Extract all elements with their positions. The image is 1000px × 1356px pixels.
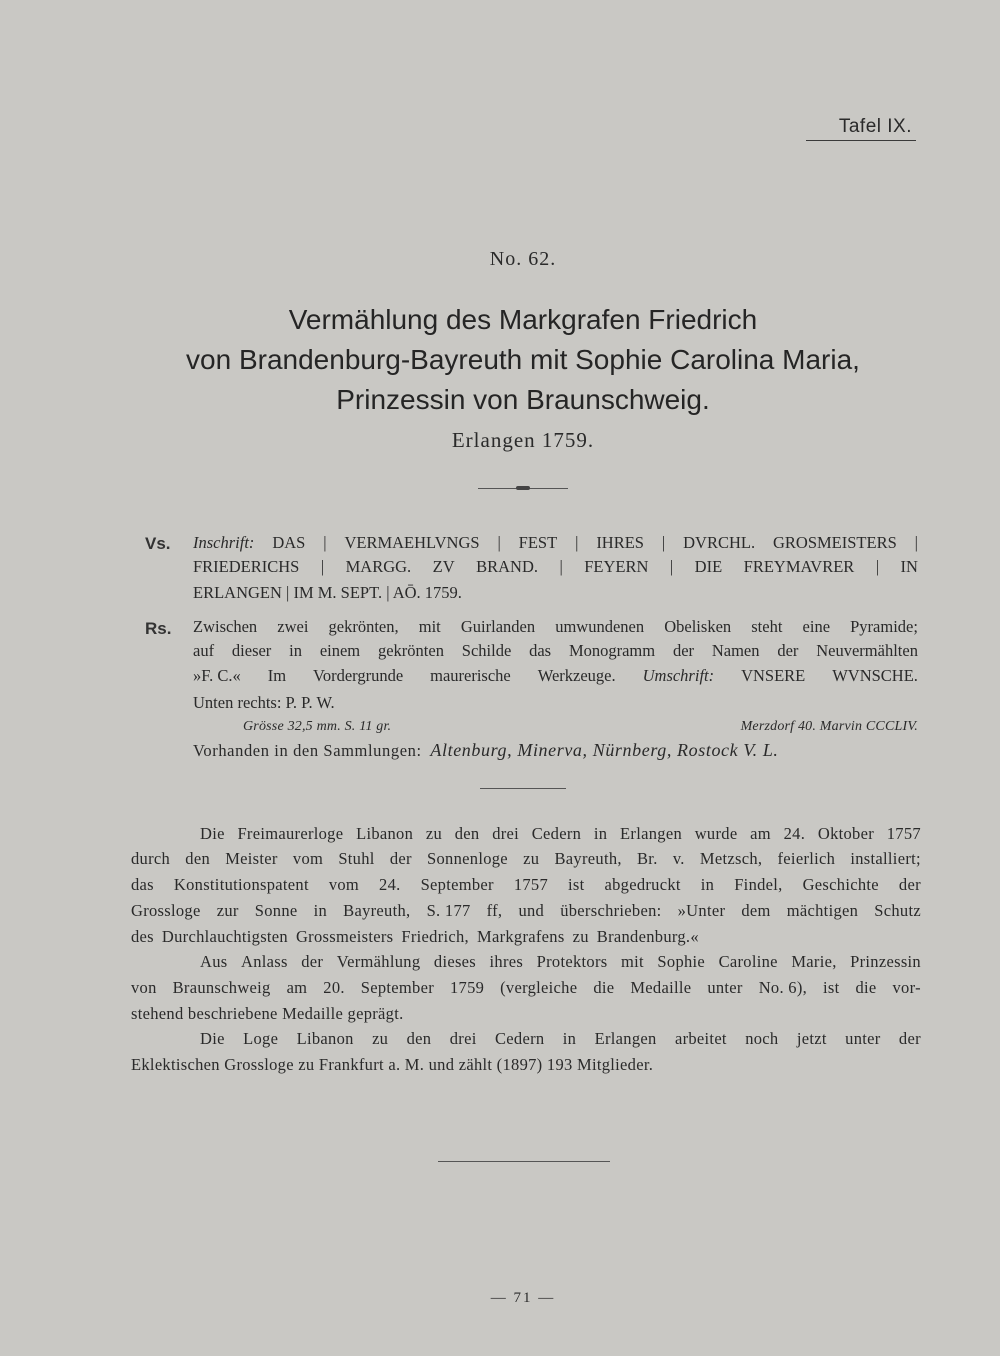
word: GROSMEISTERS [772,533,897,552]
word: Sonne [254,901,298,920]
word: am [750,824,771,843]
word: Meister [225,849,278,868]
word: zu [372,1029,389,1048]
word: arbeitet [674,1029,727,1048]
word: der [389,849,412,868]
word: Inschrift: [193,533,255,552]
word: Metzsch, [699,849,763,868]
word: unter [707,978,743,997]
word: einem [319,641,361,660]
commentary-line [131,978,921,998]
word: Marie, [791,952,837,971]
commentary-line [131,927,921,947]
word: Guirlanden [460,617,536,636]
word: Markgrafens [476,927,565,946]
word: Sophie [657,952,706,971]
word: Im [267,666,287,685]
word: 24. [379,875,401,894]
word: überschrieben: [560,901,662,920]
word: mit [621,952,644,971]
word: | [323,533,327,552]
word: die [855,978,877,997]
word: den [185,849,210,868]
section-rule [480,788,566,789]
word: Eklektischen Grossloge zu Frankfurt a. M. und zählt (1897) 193 Mitglieder. [131,1055,654,1074]
word: zu [425,824,443,843]
word: das [131,875,154,894]
word: Protektors [536,952,608,971]
word: mächtigen [786,901,859,920]
word: | [661,533,666,552]
collections-prefix: Vorhanden in den Sammlungen: [193,741,422,760]
word: | [559,557,563,576]
obverse-line [193,583,918,603]
word: Cedern [494,1029,545,1048]
word: v. [672,849,685,868]
word: der [777,641,799,660]
word: ZV [432,557,455,576]
word: 1759 [449,978,485,997]
word: in [593,824,608,843]
reverse-line [193,693,918,713]
word: Werkzeuge. [537,666,616,685]
word: Vermählung [336,952,421,971]
plate-label: Tafel IX. [838,116,912,137]
word: Geschichte [802,875,879,894]
plate-underline [806,140,916,141]
obverse-line [193,533,918,553]
collections [193,740,779,761]
word: und [518,901,545,920]
word: September [360,978,435,997]
page-number: — 71 — [490,1290,556,1306]
word: | [914,533,918,552]
commentary-line [200,952,921,972]
word: dieses [433,952,477,971]
word: | [320,557,325,576]
word: Sonnenloge [427,849,508,868]
title-line: von Brandenburg-Bayreuth mit Sophie Carolina Maria, [186,344,860,375]
word: den [406,1029,432,1048]
ornamental-rule [478,488,568,489]
word: vom [328,875,360,894]
word: WVNSCHE. [832,666,918,685]
word: von [131,978,157,997]
word: DAS [272,533,306,552]
word: umwundenen [555,617,645,636]
word: Caroline [718,952,778,971]
word: steht [751,617,783,636]
word: Br. [637,849,658,868]
word: Prinzessin [850,952,921,971]
word: (vergleiche [500,978,578,997]
word: zur [216,901,239,920]
word: drei [449,1029,477,1048]
word: FEST [518,533,558,552]
word: feierlich [777,849,836,868]
word: »Unter [677,901,726,920]
word: | [669,557,674,576]
collections-list: Altenburg, Minerva, Nürnberg, Rostock V. L. [430,740,779,760]
word: dem [741,901,771,920]
word: Vordergrunde [313,666,404,685]
word: Erlangen [594,1029,657,1048]
word: BRAND. [476,557,538,576]
word: Brandenburg.« [596,927,699,946]
title-line: Prinzessin von Braunschweig. [336,384,710,415]
word: Obelisken [664,617,732,636]
place-year: Erlangen 1759. [451,428,595,452]
closing-rule [438,1161,610,1162]
commentary-line [131,1004,921,1024]
word: den [454,824,480,843]
word: DVRCHL. [683,533,756,552]
word: gekrönten [377,641,444,660]
word: Grossloge [131,901,201,920]
word: Braunschweig [172,978,271,997]
word: in [700,875,715,894]
word: eine [802,617,831,636]
word: 20. [323,978,345,997]
word: Grossmeisters [295,927,394,946]
word: Erlangen [620,824,683,843]
entry-number: No. 62. [489,248,557,270]
word: maurerische [430,666,511,685]
word: No. 6), [758,978,808,997]
word: auf [193,641,215,660]
word: | [575,533,579,552]
reverse-line [193,617,918,637]
word: VERMAEHLVNGS [344,533,480,552]
word: Umschrift: [642,666,715,685]
word: in [313,901,328,920]
word: FRIEDERICHS [193,557,300,576]
word: die [593,978,615,997]
word: Die [200,824,225,843]
reverse-line [193,666,918,686]
word: des [131,927,154,946]
word: wurde [694,824,738,843]
word: Neuvermählten [816,641,918,660]
word: VNSERE [741,666,806,685]
word: in [289,641,302,660]
reverse-line [193,641,918,661]
word: 1757 [513,875,549,894]
word: Aus [200,952,228,971]
word: 1757 [886,824,921,843]
word: installiert; [850,849,921,868]
word: Loge [243,1029,279,1048]
catalog-references: Merzdorf 40. Marvin CCCLIV. [740,719,918,734]
reverse-label: Rs. [145,619,172,638]
word: Anlass [241,952,288,971]
word: Zwischen [193,617,258,636]
word: gekrönten, [328,617,399,636]
word: drei [492,824,520,843]
word: Pyramide; [850,617,918,636]
word: Schilde [461,641,512,660]
word: Libanon [356,824,414,843]
word: zu [523,849,540,868]
commentary-line [131,1055,921,1075]
word: ff, [486,901,503,920]
word: in [562,1029,577,1048]
word: am [286,978,308,997]
size-weight: Grösse 32,5 mm. S. 11 gr. [243,719,392,734]
word: ist [568,875,585,894]
word: Freimaurerloge [237,824,344,843]
word: ist [823,978,840,997]
word: Bayreuth, [554,849,622,868]
word: stehend beschriebene Medaille geprägt. [131,1004,404,1023]
word: IHRES [596,533,644,552]
entry-title [110,300,936,420]
word: 24. [783,824,806,843]
word: Schutz [874,901,921,920]
word: jetzt [796,1029,827,1048]
word: | [875,557,880,576]
commentary-line [131,849,921,869]
word: FEYERN [584,557,649,576]
word: Friedrich, [401,927,469,946]
word: Monogramm [568,641,656,660]
word: Cedern [531,824,582,843]
word: FREYMAVRER [743,557,855,576]
word: zu [572,927,589,946]
word: | [497,533,501,552]
word: Stuhl [338,849,375,868]
word: zwei [277,617,309,636]
commentary-line [200,824,921,844]
word: der [898,1029,921,1048]
word: Bayreuth, [343,901,411,920]
word: der [898,875,921,894]
word: September [420,875,494,894]
word: Oktober [817,824,875,843]
word: Medaille [630,978,692,997]
word: Durchlauchtigsten [161,927,288,946]
word: durch [131,849,171,868]
word: Namen [711,641,760,660]
obverse-line [193,557,918,577]
word: Libanon [296,1029,354,1048]
word: Unten rechts: P. P. W. [193,693,335,712]
word: ERLANGEN | IM M. SEPT. | AŌ. 1759. [193,583,462,602]
word: MARGG. [345,557,412,576]
word: Die [200,1029,225,1048]
obverse-label: Vs. [145,534,171,553]
word: ihres [489,952,524,971]
word: unter [845,1029,881,1048]
word: »F. C.« [193,666,241,685]
commentary-line [131,875,921,895]
word: der [672,641,695,660]
word: IN [900,557,918,576]
word: mit [418,617,441,636]
word: der [301,952,324,971]
title-line: Vermählung des Markgrafen Friedrich [288,304,758,335]
word: noch [745,1029,779,1048]
word: Findel, [734,875,783,894]
commentary-line [131,901,921,921]
word: vom [292,849,324,868]
commentary-line [200,1029,921,1049]
word: DIE [694,557,723,576]
word: dieser [231,641,272,660]
word: das [529,641,552,660]
word: vor- [892,978,921,997]
word: Konstitutionspatent [173,875,309,894]
word: S. 177 [426,901,471,920]
word: abgedruckt [604,875,681,894]
